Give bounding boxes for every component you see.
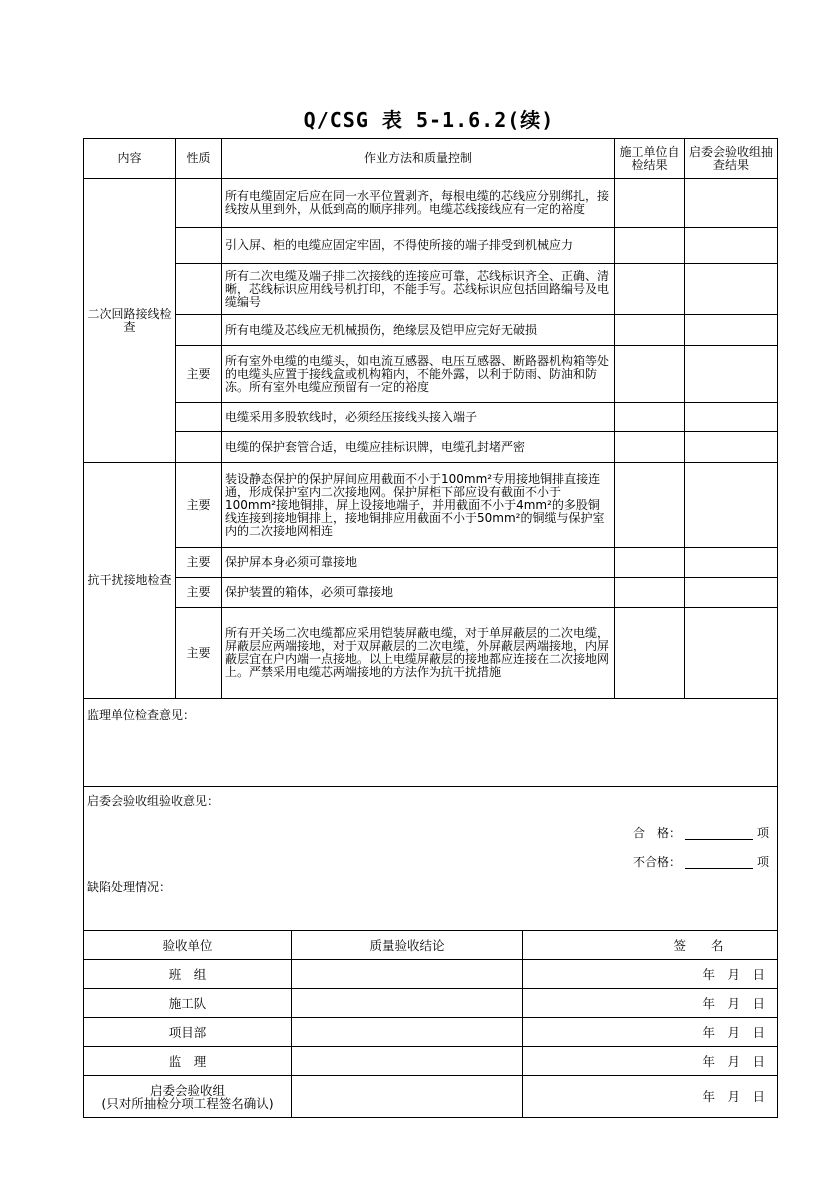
result-cell[interactable] xyxy=(615,315,685,346)
pass-count-field[interactable] xyxy=(685,827,753,840)
signature-row xyxy=(84,989,778,1018)
row-nature: 主要 xyxy=(176,346,222,403)
pass-line xyxy=(633,827,769,840)
table-row xyxy=(84,228,778,264)
unit-note: (只对所抽检分项工程签名确认) xyxy=(101,1095,274,1111)
row-nature xyxy=(176,403,222,432)
result-cell[interactable] xyxy=(685,548,778,578)
row-text: 电缆采用多股软线时，必须经压接线头接入端子 xyxy=(222,403,615,432)
signature-table xyxy=(83,930,778,1118)
unit-label: 项 xyxy=(756,826,769,840)
fail-count-field[interactable] xyxy=(685,856,753,869)
result-cell[interactable] xyxy=(685,578,778,608)
result-cell[interactable] xyxy=(615,608,685,699)
row-nature: 主要 xyxy=(176,548,222,578)
table-row xyxy=(84,403,778,432)
result-cell[interactable] xyxy=(685,432,778,463)
table-header xyxy=(84,139,778,179)
result-cell[interactable] xyxy=(615,432,685,463)
signature-row xyxy=(84,1076,778,1118)
row-text: 保护屏本身必须可靠接地 xyxy=(222,548,615,578)
conclusion-cell[interactable] xyxy=(292,960,523,989)
inspection-table xyxy=(83,138,778,931)
row-nature xyxy=(176,432,222,463)
table-row xyxy=(84,548,778,578)
row-text: 装设静态保护的保护屏间应用截面不小于100mm²专用接地铜排直接连通，形成保护室内二次接地网。保护屏柜下部应设有截面不小于100mm²接地铜排，屏上设接地端子，并用截面不小于4mm²的多股铜线连接到接地铜排上，接地铜排应用截面不小于50mm²的铜缆与保护室内的二次接地网相连 xyxy=(222,463,615,548)
row-text: 所有电缆固定后应在同一水平位置剥齐，每根电缆的芯线应分别绑扎，接线按从里到外，从低到高的顺序排列。电缆芯线接线应有一定的裕度 xyxy=(222,179,615,228)
unit-label: 项 xyxy=(756,855,769,869)
committee-opinion xyxy=(84,787,778,931)
result-cell[interactable] xyxy=(685,403,778,432)
result-cell[interactable] xyxy=(685,315,778,346)
result-cell[interactable] xyxy=(685,179,778,228)
result-cell[interactable] xyxy=(615,228,685,264)
sign-date[interactable]: 年 月 日 xyxy=(523,1018,778,1047)
group-name: 抗干扰接地检查 xyxy=(84,463,176,699)
unit-name-cell xyxy=(84,1076,292,1118)
page-title: Q/CSG 表 5-1.6.2(续) xyxy=(303,108,555,132)
row-nature xyxy=(176,315,222,346)
result-cell[interactable] xyxy=(685,463,778,548)
row-nature xyxy=(176,179,222,228)
signature-row xyxy=(84,1047,778,1076)
fail-line xyxy=(633,856,769,869)
table-row xyxy=(84,179,778,228)
header-sign: 签 名 xyxy=(523,931,778,960)
header-committee: 启委会验收组抽查结果 xyxy=(685,139,778,179)
row-text: 所有开关场二次电缆都应采用铠装屏蔽电缆，对于单屏蔽层的二次电缆，屏蔽层应两端接地，对于双屏蔽层的二次电缆，外屏蔽层两端接地，内屏蔽层宜在户内端一点接地。以上电缆屏蔽层的接地都应连接在二次接地网上。严禁采用电缆芯两端接地的方法作为抗干扰措施 xyxy=(222,608,615,699)
header-nature: 性质 xyxy=(176,139,222,179)
row-nature: 主要 xyxy=(176,578,222,608)
result-cell[interactable] xyxy=(615,578,685,608)
committee-cell[interactable] xyxy=(84,787,778,931)
header-construction: 施工单位自检结果 xyxy=(615,139,685,179)
header-conclusion: 质量验收结论 xyxy=(292,931,523,960)
row-nature: 主要 xyxy=(176,463,222,548)
conclusion-cell[interactable] xyxy=(292,1018,523,1047)
table-row xyxy=(84,346,778,403)
conclusion-cell[interactable] xyxy=(292,1076,523,1118)
unit-name: 项目部 xyxy=(84,1018,292,1047)
result-cell[interactable] xyxy=(685,608,778,699)
result-cell[interactable] xyxy=(685,228,778,264)
conclusion-cell[interactable] xyxy=(292,989,523,1018)
table-row xyxy=(84,315,778,346)
table-row xyxy=(84,432,778,463)
defect-label: 缺陷处理情况： xyxy=(87,880,172,894)
unit-name: 监 理 xyxy=(84,1047,292,1076)
result-cell[interactable] xyxy=(685,264,778,315)
conclusion-cell[interactable] xyxy=(292,1047,523,1076)
fail-label: 不合格： xyxy=(632,855,681,869)
result-cell[interactable] xyxy=(615,179,685,228)
table-row xyxy=(84,264,778,315)
header-unit: 验收单位 xyxy=(84,931,292,960)
row-nature xyxy=(176,228,222,264)
signature-header xyxy=(84,931,778,960)
signature-row xyxy=(84,960,778,989)
result-cell[interactable] xyxy=(615,463,685,548)
pass-label: 合 格： xyxy=(632,826,681,840)
row-text: 所有电缆及芯线应无机械损伤，绝缘层及铠甲应完好无破损 xyxy=(222,315,615,346)
group-name: 二次回路接线检查 xyxy=(84,179,176,463)
sign-date[interactable]: 年 月 日 xyxy=(523,989,778,1018)
result-cell[interactable] xyxy=(615,548,685,578)
supervision-label[interactable]: 监理单位检查意见： xyxy=(84,699,778,787)
result-cell[interactable] xyxy=(615,264,685,315)
sign-date[interactable]: 年 月 日 xyxy=(523,1047,778,1076)
table-row xyxy=(84,463,778,548)
row-nature xyxy=(176,264,222,315)
unit-name: 启委会验收组 xyxy=(149,1082,225,1098)
result-cell[interactable] xyxy=(615,346,685,403)
table-row xyxy=(84,578,778,608)
row-text: 引入屏、柜的电缆应固定牢固，不得使所接的端子排受到机械应力 xyxy=(222,228,615,264)
row-text: 电缆的保护套管合适，电缆应挂标识牌，电缆孔封堵严密 xyxy=(222,432,615,463)
result-cell[interactable] xyxy=(615,403,685,432)
unit-name: 班 组 xyxy=(84,960,292,989)
row-text: 所有室外电缆的电缆头，如电流互感器、电压互感器、断路器机构箱等处的电缆头应置于接线盒或机构箱内，不能外露，以利于防雨、防油和防冻。所有室外电缆应预留有一定的裕度 xyxy=(222,346,615,403)
signature-row xyxy=(84,1018,778,1047)
result-cell[interactable] xyxy=(685,346,778,403)
committee-label: 启委会验收组验收意见： xyxy=(87,794,220,808)
sign-date[interactable]: 年 月 日 xyxy=(523,1076,778,1118)
row-text: 所有二次电缆及端子排二次接线的连接应可靠，芯线标识齐全、正确、清晰，芯线标识应用线号机打印，不能手写。芯线标识应包括回路编号及电缆编号 xyxy=(222,264,615,315)
header-method: 作业方法和质量控制 xyxy=(222,139,615,179)
supervision-opinion xyxy=(84,699,778,787)
table-row xyxy=(84,608,778,699)
row-text: 保护装置的箱体，必须可靠接地 xyxy=(222,578,615,608)
sign-date[interactable]: 年 月 日 xyxy=(523,960,778,989)
unit-name: 施工队 xyxy=(84,989,292,1018)
row-nature: 主要 xyxy=(176,608,222,699)
header-content: 内容 xyxy=(84,139,176,179)
